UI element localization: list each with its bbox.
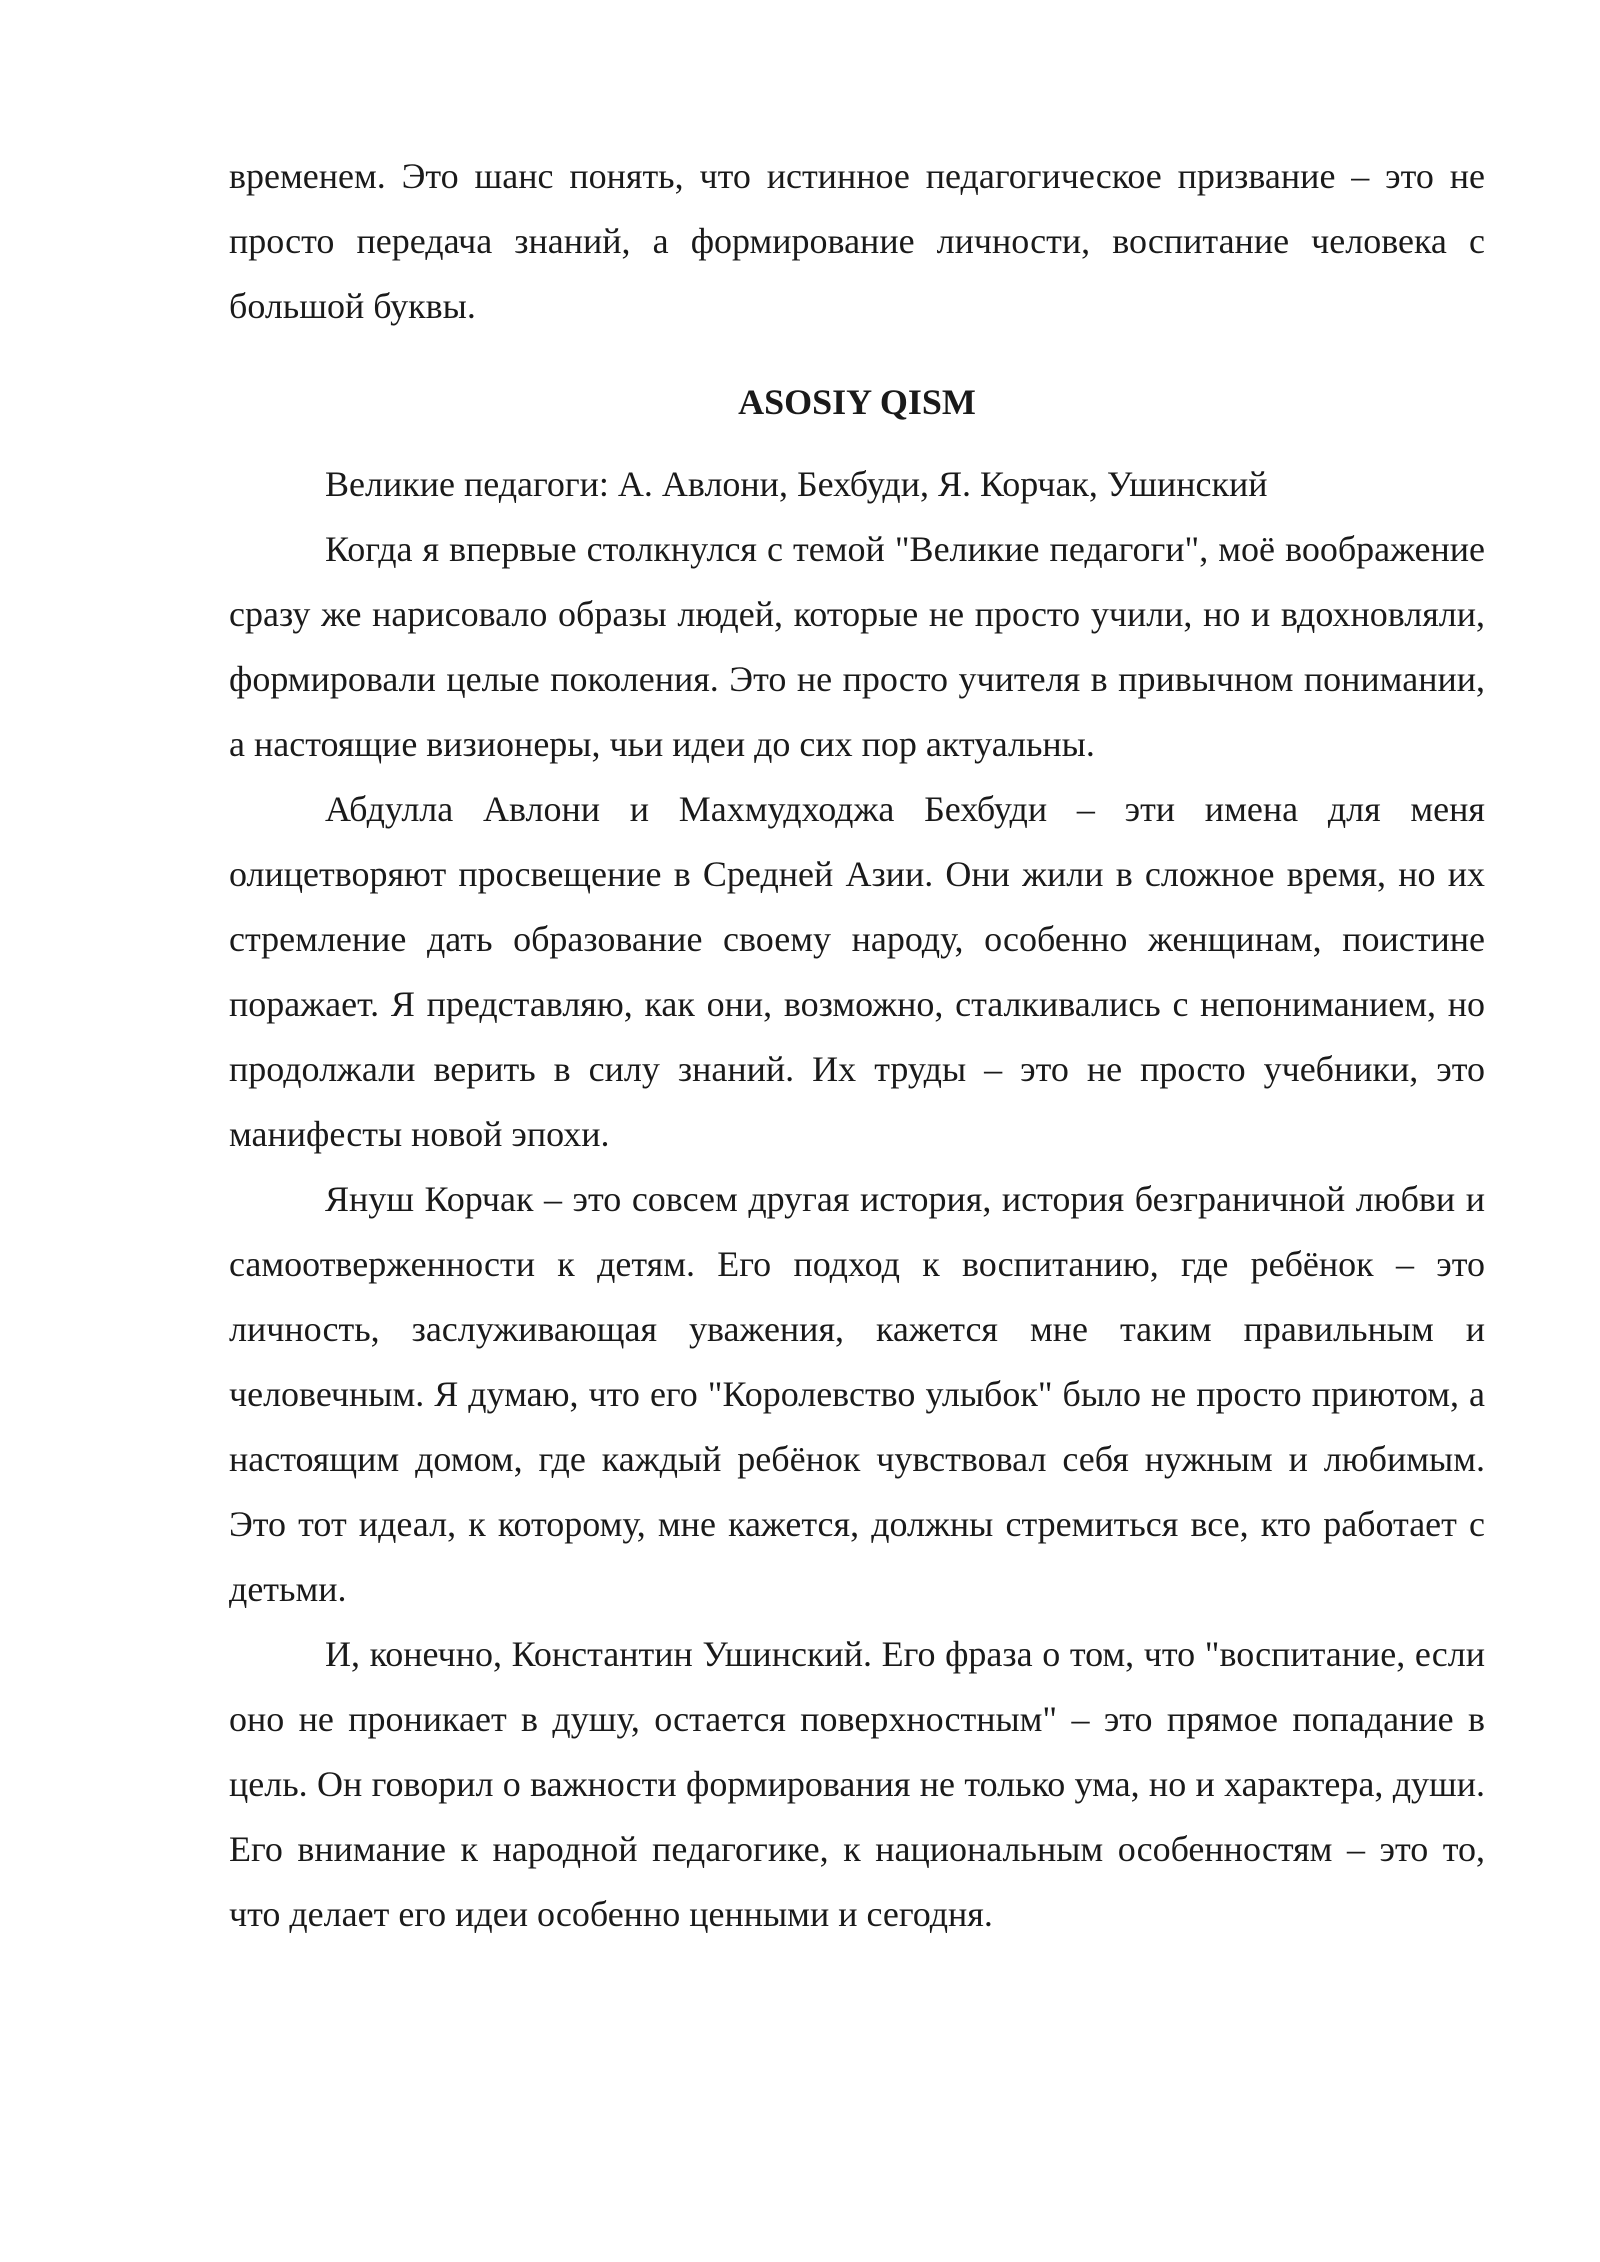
- section-heading: ASOSIY QISM: [738, 382, 976, 422]
- main-body: [229, 452, 1485, 1947]
- body-paragraph: И, конечно, Константин Ушинский. Его фраза о том, что "воспитание, если оно не проникает в душу, остается поверхностным" – это прямое попадание в цель. Он говорил о важности формирования не только ума, но и характера, души. Его внимание к народной педагогике, к национальным особенностям – это то, что делает его идеи особенно ценными и сегодня.: [229, 1634, 1485, 1934]
- body-paragraph: Януш Корчак – это совсем другая история, история безграничной любви и самоотверженности к детям. Его подход к воспитанию, где ребёнок – это личность, заслуживающая уважения, кажется мне таким правильным и человечным. Я думаю, что его "Королевство улыбок" было не просто приютом, а настоящим домом, где каждый ребёнок чувствовал себя нужным и любимым. Это тот идеал, к которому, мне кажется, должны стремиться все, кто работает с детьми.: [229, 1179, 1485, 1609]
- body-paragraph: Абдулла Авлони и Махмудходжа Бехбуди – эти имена для меня олицетворяют просвещение в Средней Азии. Они жили в сложное время, но их стремление дать образование своему народу, особенно женщинам, поистине поражает. Я представляю, как они, возможно, сталкивались с непониманием, но продолжали верить в силу знаний. Их труды – это не просто учебники, это манифесты новой эпохи.: [229, 789, 1485, 1154]
- intro-block: [229, 144, 1485, 339]
- body-paragraph: Когда я впервые столкнулся с темой "Великие педагоги", моё воображение сразу же нарисовало образы людей, которые не просто учили, но и вдохновляли, формировали целые поколения. Это не просто учителя в привычном понимании, а настоящие визионеры, чьи идеи до сих пор актуальны.: [229, 529, 1485, 764]
- subtitle-paragraph: Великие педагоги: А. Авлони, Бехбуди, Я. Корчак, Ушинский: [325, 464, 1268, 504]
- intro-paragraph: временем. Это шанс понять, что истинное педагогическое призвание – это не просто передача знаний, а формирование личности, воспитание человека с большой буквы.: [229, 156, 1485, 326]
